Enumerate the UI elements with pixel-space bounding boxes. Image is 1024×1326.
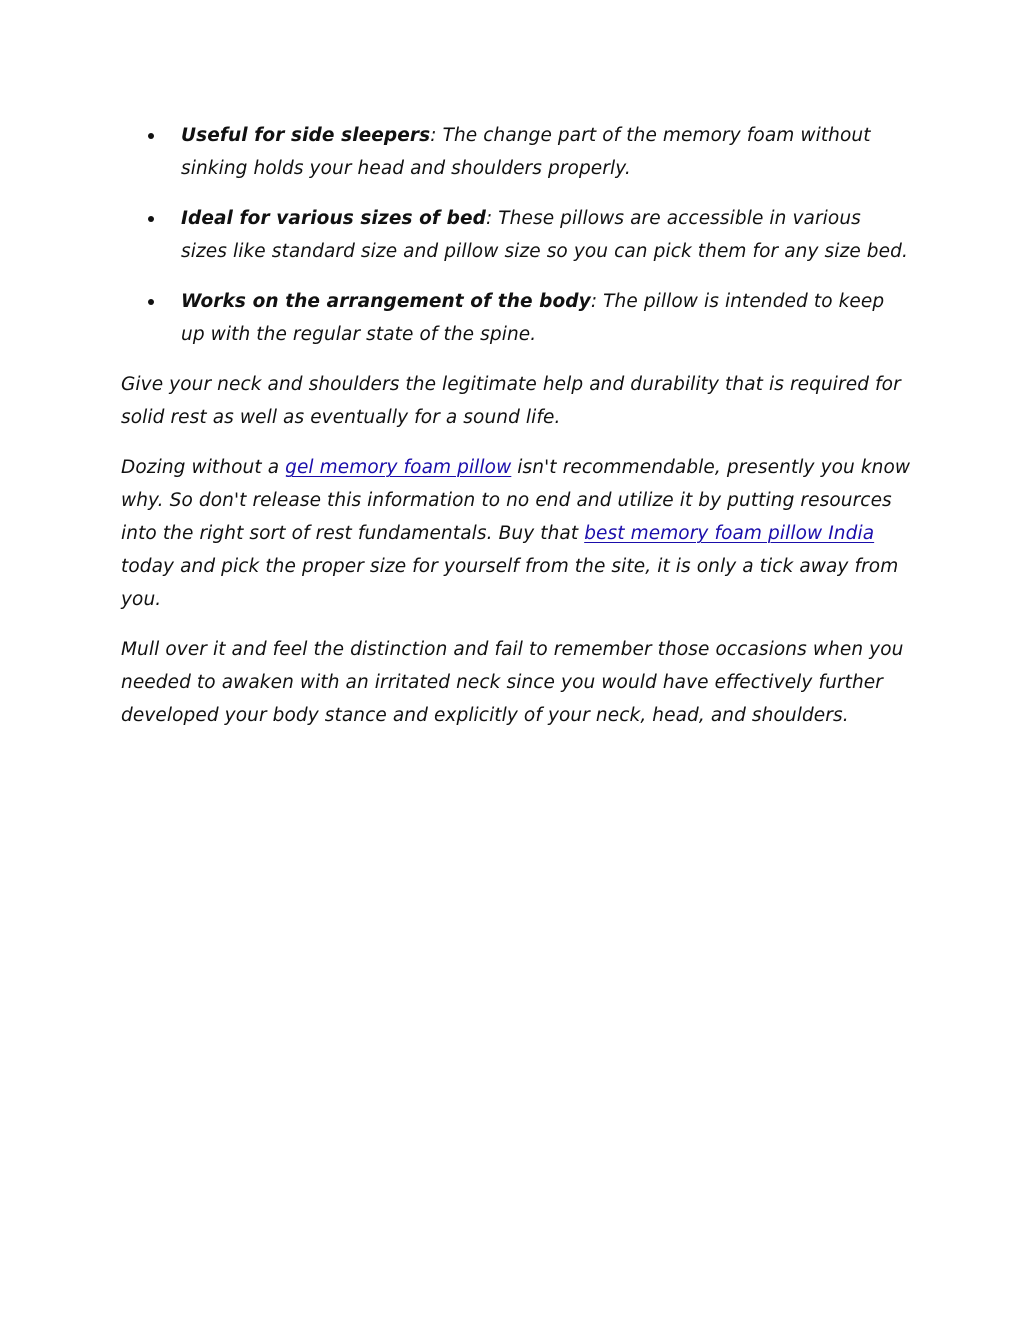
best-memory-foam-pillow-india-link[interactable]: best memory foam pillow India — [584, 523, 875, 544]
list-item-term: Useful for side sleepers — [181, 125, 431, 146]
paragraph-neck-help: Give your neck and shoulders the legitimate help and durability that is required for solid rest as well as eventually for a sound life. — [121, 374, 901, 428]
paragraph-text: isn't recommendable, presently you know why. So don't release this information to no end and utilize it by putting resources into the right sort of rest fundamentals. Buy that — [121, 457, 911, 544]
list-item — [121, 119, 911, 185]
list-item-text: : These pillows are accessible in various sizes like standard size and pillow size so you can pick them for any size bed. — [181, 208, 908, 262]
paragraph-dozing — [121, 451, 911, 616]
document-body — [121, 119, 911, 749]
bullet-icon — [148, 299, 154, 305]
gel-memory-foam-pillow-link[interactable]: gel memory foam pillow — [285, 457, 512, 478]
list-item-term: Ideal for various sizes of bed — [181, 208, 486, 229]
feature-list — [121, 119, 911, 351]
paragraph-mull-over: Mull over it and feel the distinction and fail to remember those occasions when you needed to awaken with an irritated neck since you would have effectively further developed your body stance and explicitly of your neck, head, and shoulders. — [121, 639, 904, 726]
bullet-icon — [148, 216, 154, 222]
paragraph-text: today and pick the proper size for yourself from the site, it is only a tick away from you. — [121, 556, 899, 610]
list-item — [121, 202, 911, 268]
bullet-icon — [148, 133, 154, 139]
list-item-text: : The change part of the memory foam without sinking holds your head and shoulders properly. — [181, 125, 871, 179]
list-item — [121, 285, 911, 351]
paragraph-text: Dozing without a — [121, 457, 286, 478]
list-item-text: : The pillow is intended to keep up with the regular state of the spine. — [181, 291, 885, 345]
list-item-term: Works on the arrangement of the body — [181, 291, 591, 312]
